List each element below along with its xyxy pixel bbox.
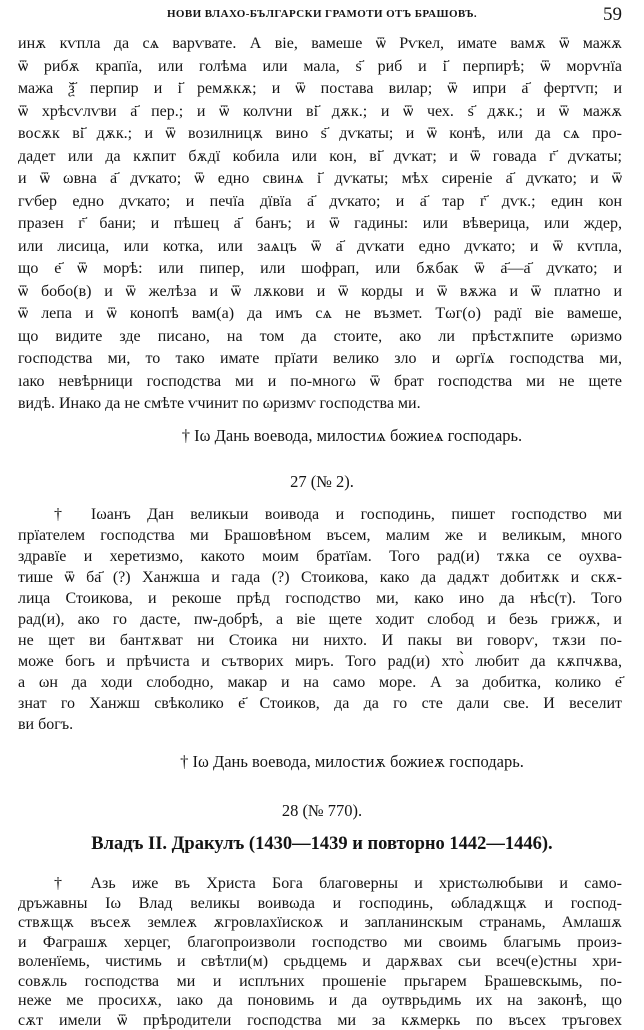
text-line: † Iωанъ Дан великыи воивода и господинь, пишет господство ми: [54, 506, 622, 523]
text-line: † Азь иже въ Христа Бога благоверны и христωлюбыви и само-: [54, 875, 622, 892]
charter-26-text: [18, 33, 622, 416]
charter-28-title: Владъ II. Дракулъ (1430—1439 и повторно 1442—1446).: [91, 834, 553, 854]
text-line: рад(и), ако го дасте, пѡ-добрѣ, а віе щете ходит слобод и безь грижѫ, и: [18, 611, 622, 628]
text-line: и ѿ ωвна а҃ дѵкато; ѿ едно свинѧ і҃ дѵкаты; мѣх сиреніе а҃ дѵкато; и ѿ: [18, 170, 622, 187]
text-line: ѿ бобо(в) и ѿ желѣза и ѿ лѫкови и ѿ корды и ѿ вѫжа и ѿ платно и: [18, 282, 622, 300]
text-line: ствѫщѫ въсеѫ землеѫ ѫгровлахїискоѫ и запланинскым странамь, Амлашѫ: [18, 914, 622, 931]
text-line: прїателем господства ми Брашовѣном въсем, малим же и великым, много: [18, 527, 622, 544]
text-line: видѣ. Инако да не смѣте ѵчинит по ωризмѵ господства ми.: [18, 395, 421, 412]
page-number: 59: [603, 4, 622, 25]
text-line: здравїе и херетизмо, какото моим братїам. Того рад(и) тѫка се оухва-: [18, 548, 622, 565]
charter-27-signature: † Iω Дань воевода, милостиѫ божиеѫ господарь.: [180, 752, 524, 771]
text-line: лица Стоикова, и рекоше прѣд господство ми, како ино да нѣс(т). Того: [18, 590, 622, 607]
text-line: гѵбер едно дѵкато; и печїа дївїа а҃ дѵкато; и а҃ тар г҃ дѵк.; един кон: [18, 192, 622, 210]
charter-27-text: [18, 504, 622, 735]
text-line: може богь и прѣчиста и сътворих миръ. Того рад(и) хто̀ любит да кѫпчѫва,: [18, 653, 622, 670]
text-line: и Фаграшѫ херцег, благопроизволи господство ми своимь благымь произ-: [18, 933, 622, 951]
charter-28-text: [18, 874, 622, 1030]
text-line: тише ѿ ба҃ (?) Ханжша и гада (?) Стоикова, како да дадѫт добитѫк и скѫ-: [18, 569, 622, 586]
charter-28-number: 28 (№ 770).: [281, 801, 363, 820]
text-line: що е҃ ѿ морѣ: или пипер, или шофрап, или бѫбак ѿ а҃—а҃ дѵкато; и: [18, 260, 622, 277]
text-line: мажа ѯ҃ перпир и і҃ ремѫкѫ; и ѿ постава вилар; ѿ ипри а҃ фертѵп; и: [18, 80, 622, 97]
text-line: восѫк ві҃ дѫк.; и ѿ возилницѫ вино ѕ҃ дѵкаты; и ѿ конѣ, или да сѧ про-: [18, 125, 622, 142]
text-line: ıако невѣрници господства ми и по-многω ѿ брат господства ми не щете: [18, 372, 622, 390]
text-line: ѿ рибѫ крапїа, или голѣма или мала, ѕ҃ риб и і҃ перпирѣ; ѿ морѵнїа: [18, 57, 622, 75]
text-line: дръжавны Iω Влад великы воивωда и господинь, ωбладѫщѫ и господ-: [18, 894, 622, 912]
text-line: совѫль господства ми и исплъних прошеніе прьгарем Брашевскымь, по-: [18, 972, 622, 990]
text-line: не щет ви бантѫват ни Стоика ни нихто. И пакы ви говорѵ, тѫзи по-: [18, 632, 622, 649]
charter-27-number: 27 (№ 2).: [290, 472, 354, 491]
charter-26-signature: † Iω Дань воевода, милостиѧ божиеѧ господарь.: [181, 426, 523, 445]
text-line: инѫ кѵпла да сѧ варѵвате. А віе, вамеше ѿ Рѵкел, имате вамѫ ѿ мажѫ: [18, 35, 622, 52]
text-line: неже ме просихѫ, ıако да поновимь и да оутврьдимь их на законѣ, що: [18, 992, 622, 1009]
text-line: ѿ лепа и ѿ конопѣ вам(а) да имъ сѧ не възмет. Тωг(о) радї віе вамеше,: [18, 305, 622, 322]
text-line: дадет или да кѫпит бѫдї кобила или кон, ві҃ дѵкат; и ѿ говада г҃ дѵкаты;: [18, 147, 622, 165]
text-line: ви богъ.: [18, 716, 74, 733]
running-title: НОВИ ВЛАХО-БЪЛГАРСКИ ГРАМОТИ ОТЪ БРАШОВЪ.: [166, 8, 478, 20]
text-line: ѿ хрѣсѵлѵви а҃ пер.; и ѿ колѵни ві҃ дѫк.; и ѿ чех. ѕ҃ дѫк.; и ѿ мажѫ: [18, 102, 622, 120]
text-line: господства ми, то тако имате прїати велико зло и ωргїѧ господства ми,: [18, 350, 622, 367]
text-line: празен г҃ бани; и пѣшец а҃ банъ; и ѿ гадины: или вѣверица, или ждер,: [18, 215, 622, 232]
text-line: воленїемь, чистимь и свѣтли(м) срьдцемь и дарѫвах сьи всеч(е)стны хри-: [18, 953, 622, 970]
running-header: [0, 4, 644, 26]
text-line: а ωн да ходи слободно, макар и на само море. А за добитка, колико е҃: [18, 674, 622, 691]
text-line: знат го Ханжш свѣколико е҃ Стоиков, да да го сте дали све. И веселит: [18, 695, 622, 712]
text-line: или лисица, или котка, или заѧцъ ѿ а҃ дѵкати едно дѵкато; и ѿ кѵпла,: [18, 237, 622, 255]
text-line: що видите зде писано, на том да стоите, ако ли прѣстѫпите ωризмо: [18, 327, 622, 345]
text-line: сѫт имели ѿ прѣродители господства ми за кѫмеркь по въсех тръговех: [18, 1011, 622, 1029]
